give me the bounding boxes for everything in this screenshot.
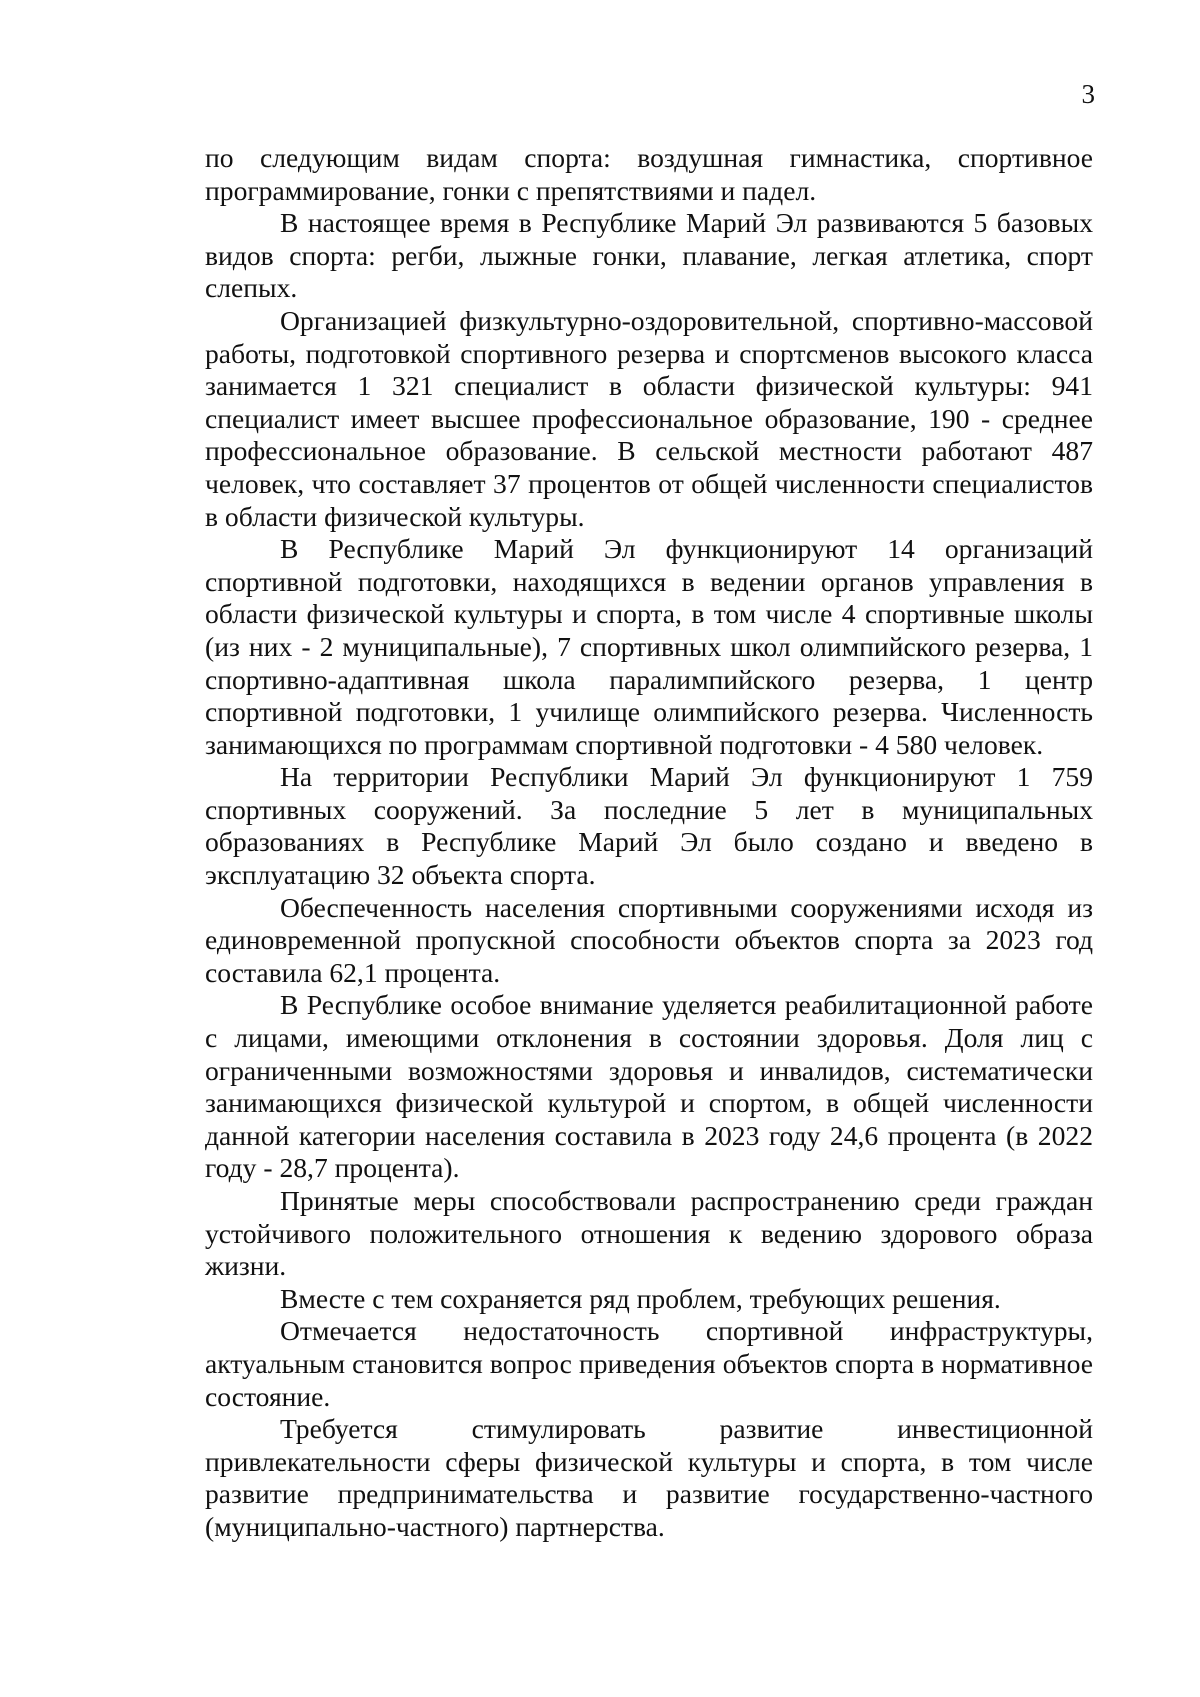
paragraph-6: Обеспеченность населения спортивными сооружениями исходя из единовременной пропускной способности объектов спорта за 2023 год составила 62,1 процента. xyxy=(205,891,1093,988)
paragraph-4: В Республике Марий Эл функционируют 14 организаций спортивной подготовки, находящихся в ведении органов управления в области физической культуры и спорта, в том числе 4 спортивные школы (из них - 2 муниципальные), 7 спортивных школ олимпийского резерва, 1 спортивно-адаптивная школа паралимпийского резерва, 1 центр спортивной подготовки, 1 училище олимпийского резерва. Численность занимающихся по программам спортивной подготовки - 4 580 человек. xyxy=(205,533,1093,760)
paragraph-9: Вместе с тем сохраняется ряд проблем, требующих решения. xyxy=(280,1282,1001,1314)
paragraph-5: На территории Республики Марий Эл функционируют 1 759 спортивных сооружений. За последние 5 лет в муниципальных образованиях в Республике Марий Эл было создано и введено в эксплуатацию 32 объекта спорта. xyxy=(205,761,1093,891)
paragraph-11: Требуется стимулировать развитие инвестиционной привлекательности сферы физической культуры и спорта, в том числе развитие предпринимательства и развитие государственно-частного (муниципально-частного) партнерства. xyxy=(205,1413,1093,1542)
paragraph-1: по следующим видам спорта: воздушная гимнастика, спортивное программирование, гонки с препятствиями и падел. xyxy=(205,142,1093,206)
paragraph-3: Организацией физкультурно-оздоровительной, спортивно-массовой работы, подготовкой спортивного резерва и спортсменов высокого класса занимается 1 321 специалист в области физической культуры: 941 специалист имеет высшее профессиональное образование, 190 - среднее профессиональное образование. В сельской местности работают 487 человек, что составляет 37 процентов от общей численности специалистов в области физической культуры. xyxy=(205,304,1093,532)
paragraph-8: Принятые меры способствовали распространению среди граждан устойчивого положительного отношения к ведению здорового образа жизни. xyxy=(205,1185,1093,1282)
document-body xyxy=(205,142,1093,1544)
paragraph-7: В Республике особое внимание уделяется реабилитационной работе с лицами, имеющими отклонения в состоянии здоровья. Доля лиц с ограниченными возможностями здоровья и инвалидов, систематически занимающихся физической культурой и спортом, в общей численности данной категории населения составила в 2023 году 24,6 процента (в 2022 году - 28,7 процента). xyxy=(205,989,1093,1184)
page-number: 3 xyxy=(1081,79,1095,109)
paragraph-2: В настоящее время в Республике Марий Эл развиваются 5 базовых видов спорта: регби, лыжные гонки, плавание, легкая атлетика, спорт слепых. xyxy=(205,207,1093,304)
paragraph-10: Отмечается недостаточность спортивной инфраструктуры, актуальным становится вопрос приведения объектов спорта в нормативное состояние. xyxy=(205,1315,1093,1412)
